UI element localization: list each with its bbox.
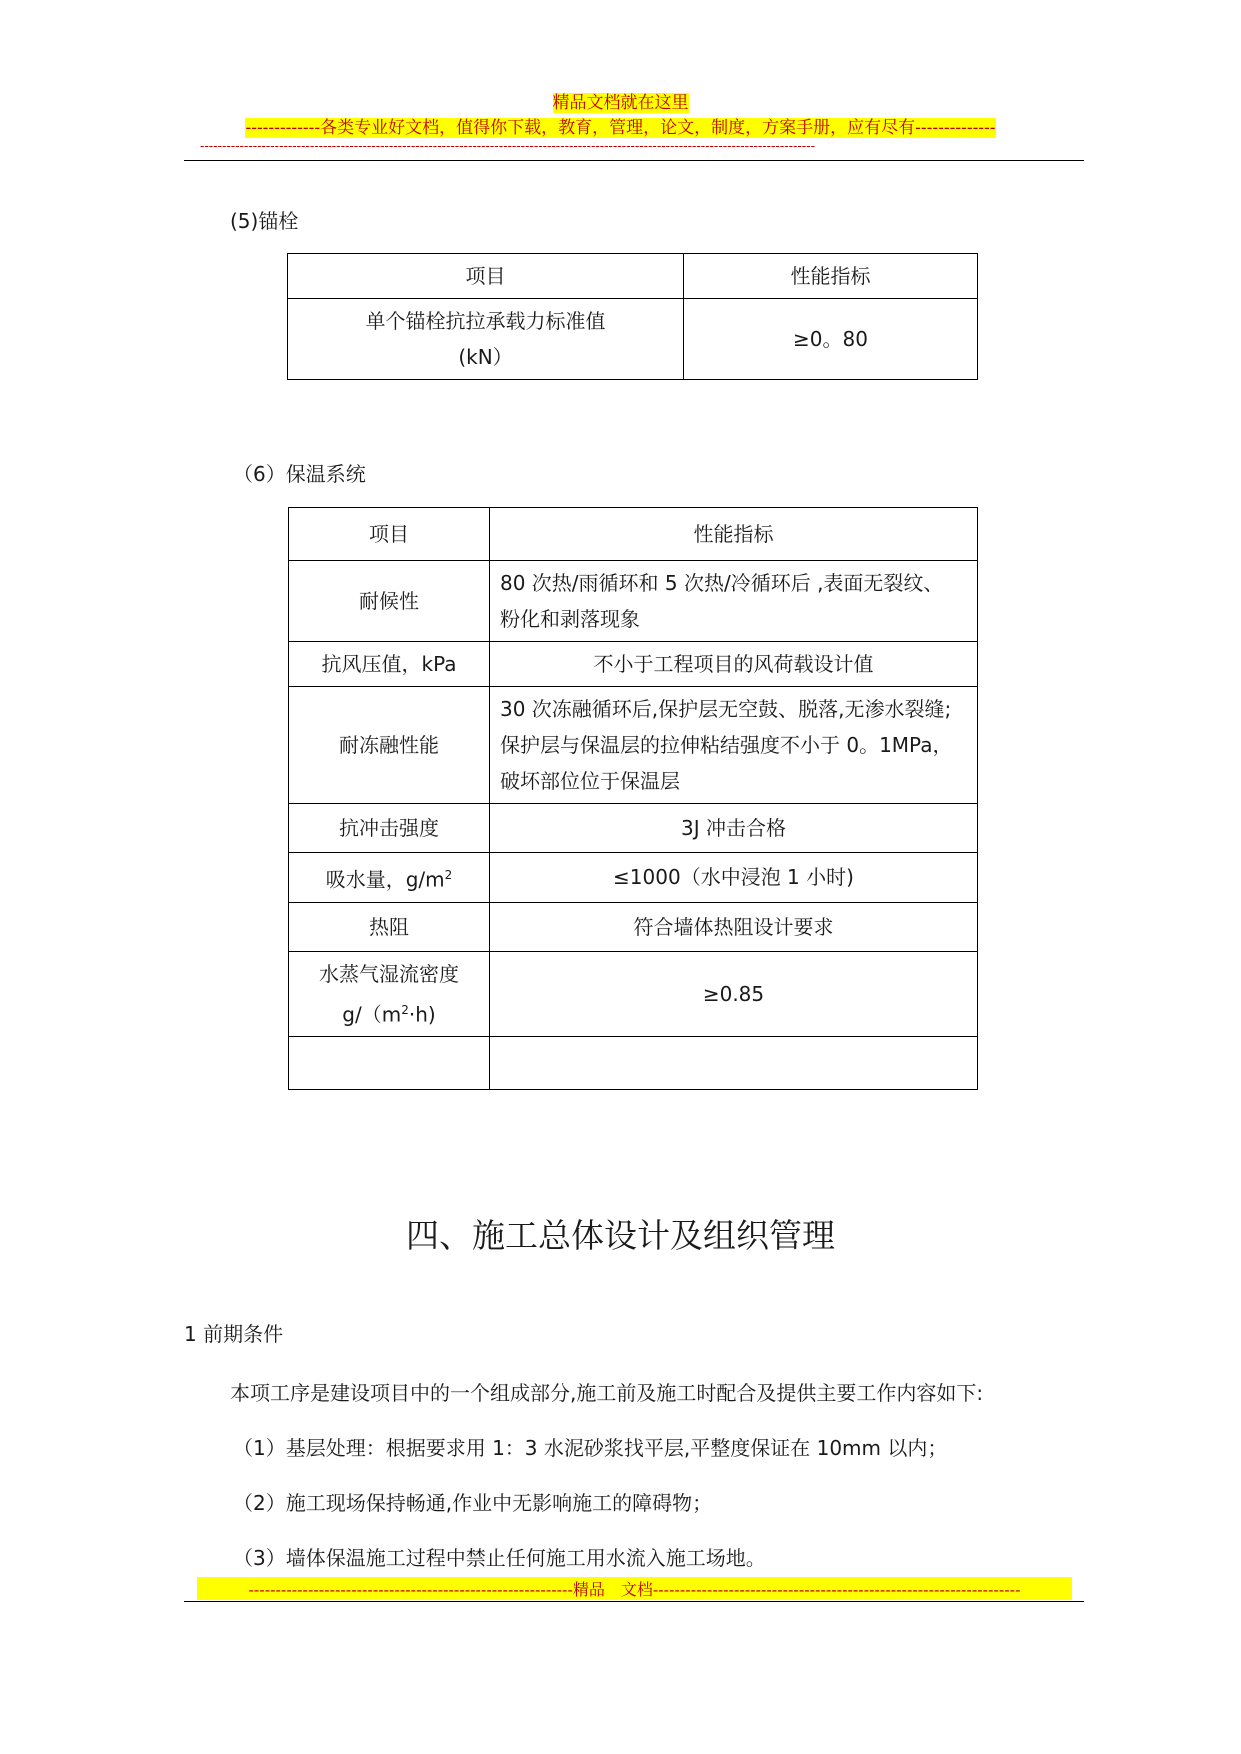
row-item bbox=[289, 853, 490, 903]
table-row bbox=[289, 561, 978, 642]
anchor-item-line1: 单个锚栓抗拉承载力标准值 bbox=[365, 309, 606, 333]
row-value-line: 破坏部位位于保温层 bbox=[500, 769, 680, 793]
header-subtitle: -------------各类专业好文档，值得你下载，教育，管理，论文，制度，方案手册，应有尽有-------------- bbox=[245, 118, 996, 138]
list-item: （1）基层处理：根据要求用 1：3 水泥砂浆找平层,平整度保证在 10mm 以内； bbox=[233, 1436, 948, 1460]
row-value: 3J 冲击合格 bbox=[490, 804, 978, 853]
table-row bbox=[289, 853, 978, 903]
row-value-line: 30 次冻融循环后,保护层无空鼓、脱落,无渗水裂缝; bbox=[500, 697, 952, 721]
header-rule bbox=[184, 160, 1084, 161]
row-value: ≤1000（水中浸泡 1 小时) bbox=[490, 853, 978, 903]
insulation-table bbox=[288, 507, 978, 1090]
anchor-item-cell bbox=[288, 299, 684, 380]
table-header-perf: 性能指标 bbox=[490, 508, 978, 561]
intro-paragraph: 本项工序是建设项目中的一个组成部分,施工前及施工时配合及提供主要工作内容如下: bbox=[230, 1381, 984, 1405]
table-header-perf: 性能指标 bbox=[684, 254, 978, 299]
row-value-line: 80 次热/雨循环和 5 次热/冷循环后 ,表面无裂纹、 bbox=[500, 571, 944, 595]
row-value: ≥0.85 bbox=[490, 951, 978, 1037]
header-dashes: -------------------------------------------------------------------------------------------------------------------------------------------- bbox=[200, 139, 815, 154]
list-item: （2）施工现场保持畅通,作业中无影响施工的障碍物； bbox=[233, 1491, 713, 1515]
row-value-line: 粉化和剥落现象 bbox=[500, 607, 640, 631]
row-item: 耐冻融性能 bbox=[289, 687, 490, 804]
table-row bbox=[288, 299, 978, 380]
row-value-line: 保护层与保温层的拉伸粘结强度不小于 0。1MPa， bbox=[500, 733, 953, 757]
row-value bbox=[490, 687, 978, 804]
row-item-text: 吸水量，g/m bbox=[325, 867, 445, 892]
header-title: 精品文档就在这里 bbox=[552, 93, 689, 113]
table-row bbox=[289, 642, 978, 687]
table-row bbox=[289, 951, 978, 1037]
table-row bbox=[289, 1037, 978, 1090]
table-header-item: 项目 bbox=[289, 508, 490, 561]
section5-label: (5)锚栓 bbox=[230, 209, 299, 233]
row-item-sup: 2 bbox=[444, 868, 453, 882]
table-row bbox=[289, 804, 978, 853]
empty-cell bbox=[289, 1037, 490, 1090]
table-row bbox=[289, 902, 978, 951]
anchor-value: ≥0。80 bbox=[684, 299, 978, 380]
row-item-text: ·h) bbox=[408, 1002, 436, 1027]
row-item: 热阻 bbox=[289, 902, 490, 951]
anchor-item-line2: (kN） bbox=[458, 345, 513, 369]
anchor-table bbox=[287, 253, 978, 380]
row-item-sup: 2 bbox=[401, 1002, 409, 1017]
row-item: 抗风压值，kPa bbox=[289, 642, 490, 687]
table-header-item: 项目 bbox=[288, 254, 684, 299]
row-item: 抗冲击强度 bbox=[289, 804, 490, 853]
row-item-text: g/（m bbox=[342, 1002, 402, 1027]
row-value: 不小于工程项目的风荷载设计值 bbox=[490, 642, 978, 687]
table-row bbox=[289, 687, 978, 804]
section6-label: （6）保温系统 bbox=[233, 462, 366, 486]
footer-rule bbox=[184, 1601, 1084, 1602]
list-item: （3）墙体保温施工过程中禁止任何施工用水流入施工场地。 bbox=[233, 1546, 766, 1570]
row-value: 符合墙体热阻设计要求 bbox=[490, 902, 978, 951]
subsection-title: 1 前期条件 bbox=[184, 1322, 284, 1346]
row-item: 耐候性 bbox=[289, 561, 490, 642]
chapter-title: 四、施工总体设计及组织管理 bbox=[406, 1216, 835, 1255]
row-item-line: 水蒸气湿流密度 bbox=[319, 961, 459, 986]
empty-cell bbox=[490, 1037, 978, 1090]
row-value bbox=[490, 561, 978, 642]
row-item-line bbox=[299, 992, 479, 1033]
row-item bbox=[289, 951, 490, 1037]
footer-banner: ------------------------------------------------------------精品 文档-------------------------------------------------------------------- bbox=[197, 1577, 1072, 1600]
